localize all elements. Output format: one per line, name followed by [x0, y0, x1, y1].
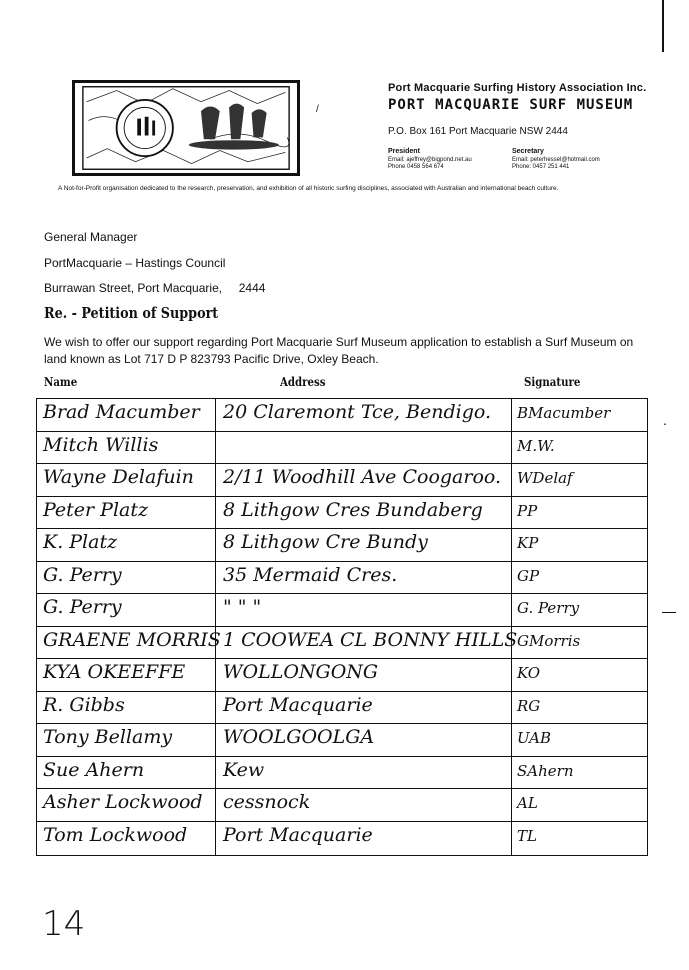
- signatory-address: Kew: [223, 758, 265, 781]
- tagline: A Not-for-Profit organisation dedicated to the research, preservation, and exhibition of all historic surfing disciplines, associated with Australian and international beach culture.: [58, 185, 559, 192]
- signatory-name: Peter Platz: [43, 498, 149, 521]
- signatory-name: Sue Ahern: [43, 758, 145, 781]
- president-contact: [388, 148, 472, 172]
- recipient-line-3: Burrawan Street, Port Macquarie, 2444: [44, 281, 266, 295]
- recipient-line-2: PortMacquarie – Hastings Council: [44, 256, 226, 270]
- signatory-address: 2/11 Woodhill Ave Coogaroo.: [223, 466, 502, 488]
- secretary-phone: Phone: 0457 251 441: [512, 164, 570, 170]
- secretary-contact: [512, 148, 600, 172]
- signatory-signature: WDelaf: [517, 469, 573, 487]
- table-row: [37, 659, 647, 692]
- signatory-name: KYA OKEEFFE: [43, 661, 186, 683]
- signatory-address: Port Macquarie: [223, 693, 373, 716]
- signature-table: [36, 398, 648, 856]
- signatory-name: Tom Lockwood: [43, 823, 188, 846]
- president-phone: Phone 0458 564 674: [388, 164, 444, 170]
- signatory-name: GRAENE MORRIS: [43, 628, 221, 651]
- signatory-signature: SAhern: [517, 761, 574, 780]
- signatory-signature: BMacumber: [517, 404, 611, 422]
- signatory-address: 8 Lithgow Cres Bundaberg: [223, 498, 483, 521]
- signatory-address: cessnock: [223, 791, 311, 813]
- margin-dash: [662, 612, 676, 613]
- president-title: President: [388, 148, 420, 155]
- signatory-signature: GP: [517, 566, 540, 585]
- stray-mark: /: [316, 104, 319, 115]
- column-header-address: Address: [280, 375, 326, 389]
- president-email: Email: ajeffrey@bigpond.net.au: [388, 156, 472, 163]
- signatory-address: " " ": [223, 596, 262, 618]
- signatory-address: WOLLONGONG: [223, 661, 379, 683]
- signatory-name: R. Gibbs: [43, 693, 125, 716]
- signatory-signature: GMorris: [517, 631, 581, 650]
- signatory-signature: PP: [517, 501, 538, 520]
- column-header-name: Name: [44, 375, 78, 389]
- secretary-title: Secretary: [512, 148, 544, 155]
- table-row: [37, 692, 647, 725]
- po-box: P.O. Box 161 Port Macquarie NSW 2444: [388, 126, 568, 137]
- table-row: [37, 464, 647, 497]
- signatory-name: G. Perry: [43, 563, 122, 586]
- table-row: [37, 594, 647, 627]
- signatory-name: Mitch Willis: [43, 433, 159, 456]
- museum-logo: [72, 80, 300, 176]
- petition-heading: Re. - Petition of Support: [44, 304, 219, 322]
- table-row: [37, 724, 647, 757]
- page-number: 14: [42, 904, 86, 944]
- column-header-signature: Signature: [524, 375, 581, 389]
- signatory-signature: G. Perry: [517, 599, 580, 617]
- signatory-signature: UAB: [517, 729, 552, 747]
- signatory-signature: TL: [517, 826, 537, 845]
- table-row: [37, 432, 647, 465]
- signatory-signature: RG: [517, 696, 541, 715]
- table-row: [37, 399, 647, 432]
- signatory-address: Port Macquarie: [223, 823, 373, 846]
- signatory-name: Tony Bellamy: [43, 726, 173, 748]
- signatory-address: 35 Mermaid Cres.: [223, 563, 398, 586]
- secretary-email: Email: peterhessel@hotmail.com: [512, 156, 600, 163]
- signatory-name: Asher Lockwood: [43, 791, 203, 813]
- table-row: [37, 627, 647, 660]
- signatory-name: Wayne Delafuin: [43, 466, 194, 488]
- margin-mark: [662, 0, 664, 52]
- signatory-address: 20 Claremont Tce, Bendigo.: [223, 401, 492, 423]
- signatory-name: K. Platz: [43, 531, 118, 553]
- recipient-line-1: General Manager: [44, 230, 138, 244]
- signatory-name: Brad Macumber: [43, 401, 200, 423]
- association-name: Port Macquarie Surfing History Association Inc.: [388, 82, 647, 94]
- table-row: [37, 789, 647, 822]
- margin-dot: .: [663, 412, 667, 428]
- table-row: [37, 562, 647, 595]
- museum-name: PORT MACQUARIE SURF MUSEUM: [388, 97, 634, 113]
- table-row: [37, 497, 647, 530]
- signatory-address: WOOLGOOLGA: [223, 726, 375, 748]
- signatory-signature: AL: [517, 794, 538, 812]
- petition-body: We wish to offer our support regarding Port Macquarie Surf Museum application to establish a Surf Museum on land known as Lot 717 D P 823793 Pacific Drive, Oxley Beach.: [44, 335, 634, 366]
- signatory-signature: KO: [517, 664, 541, 682]
- signatory-address: 1 COOWEA CL BONNY HILLS: [223, 628, 518, 651]
- table-row: [37, 822, 647, 855]
- signatory-signature: KP: [517, 534, 539, 552]
- signatory-name: G. Perry: [43, 596, 122, 618]
- table-row: [37, 529, 647, 562]
- signatory-signature: M.W.: [517, 436, 555, 455]
- table-row: [37, 757, 647, 790]
- signatory-address: 8 Lithgow Cre Bundy: [223, 531, 428, 553]
